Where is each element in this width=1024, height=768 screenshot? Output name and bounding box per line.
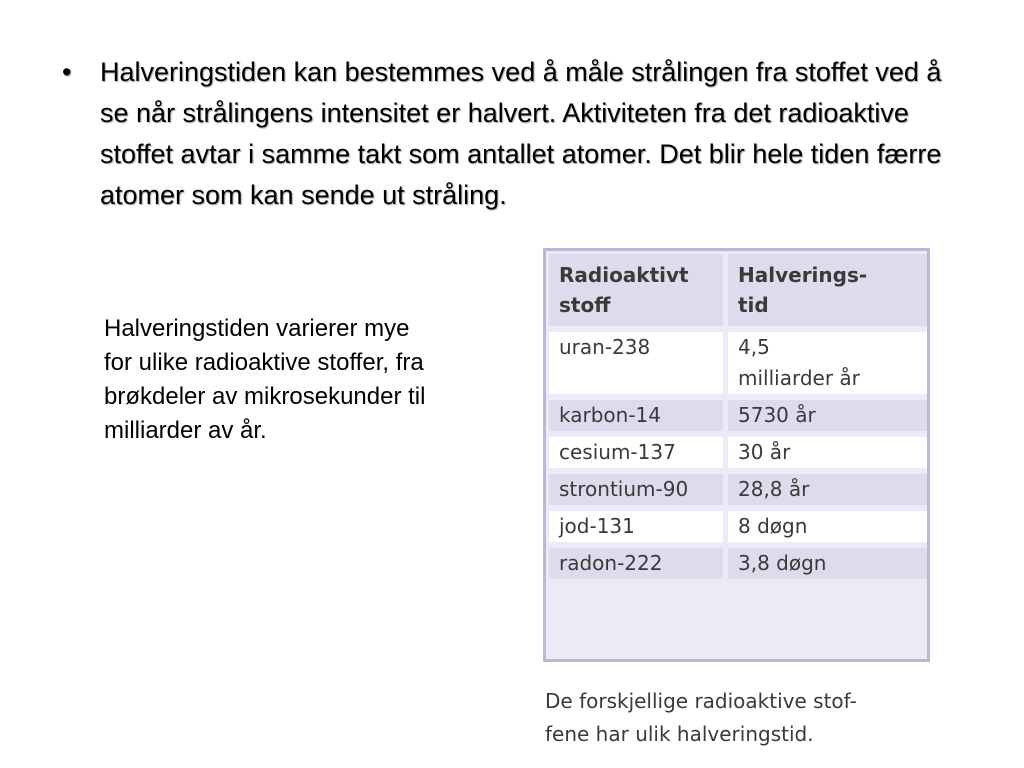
table-row: [549, 511, 927, 542]
cell-substance: uran-238: [549, 332, 728, 394]
table-row: [549, 474, 927, 505]
bullet-paragraph: [62, 52, 942, 216]
cell-half-life: 5730 år: [728, 400, 927, 431]
header-half-life: Halverings- tid: [728, 254, 927, 326]
table-header-row: [549, 254, 927, 326]
bullet-text: Halveringstiden kan bestemmes ved å måle strålingen fra stoffet ved å se når strålingens intensitet er halvert. Aktiviteten fra det radioaktive stoffet avtar i samme takt som antallet atomer. Det blir hele tiden færre atomer som kan sende ut stråling.: [100, 57, 942, 210]
table-row: [549, 437, 927, 468]
cell-half-life: 8 døgn: [728, 511, 927, 542]
cell-substance: cesium-137: [549, 437, 728, 468]
figure-caption: De forskjellige radioaktive stof- fene har ulik halveringstid.: [545, 689, 857, 746]
bullet-marker: •: [62, 57, 72, 87]
half-life-table: [549, 248, 927, 585]
cell-substance: jod-131: [549, 511, 728, 542]
table-row: [549, 332, 927, 394]
cell-half-life: 28,8 år: [728, 474, 927, 505]
table-frame: [543, 248, 930, 662]
table-row: [549, 548, 927, 579]
cell-substance: strontium-90: [549, 474, 728, 505]
half-life-figure: [535, 242, 935, 757]
cell-half-life: 3,8 døgn: [728, 548, 927, 579]
side-paragraph: Halveringstiden varierer mye for ulike radioaktive stoffer, fra brøkdeler av mikrosekunder til milliarder av år.: [104, 315, 426, 444]
cell-substance: radon-222: [549, 548, 728, 579]
header-substance: Radioaktivt stoff: [549, 254, 728, 326]
cell-half-life: 4,5 milliarder år: [728, 332, 927, 394]
cell-half-life: 30 år: [728, 437, 927, 468]
table-row: [549, 400, 927, 431]
cell-substance: karbon-14: [549, 400, 728, 431]
